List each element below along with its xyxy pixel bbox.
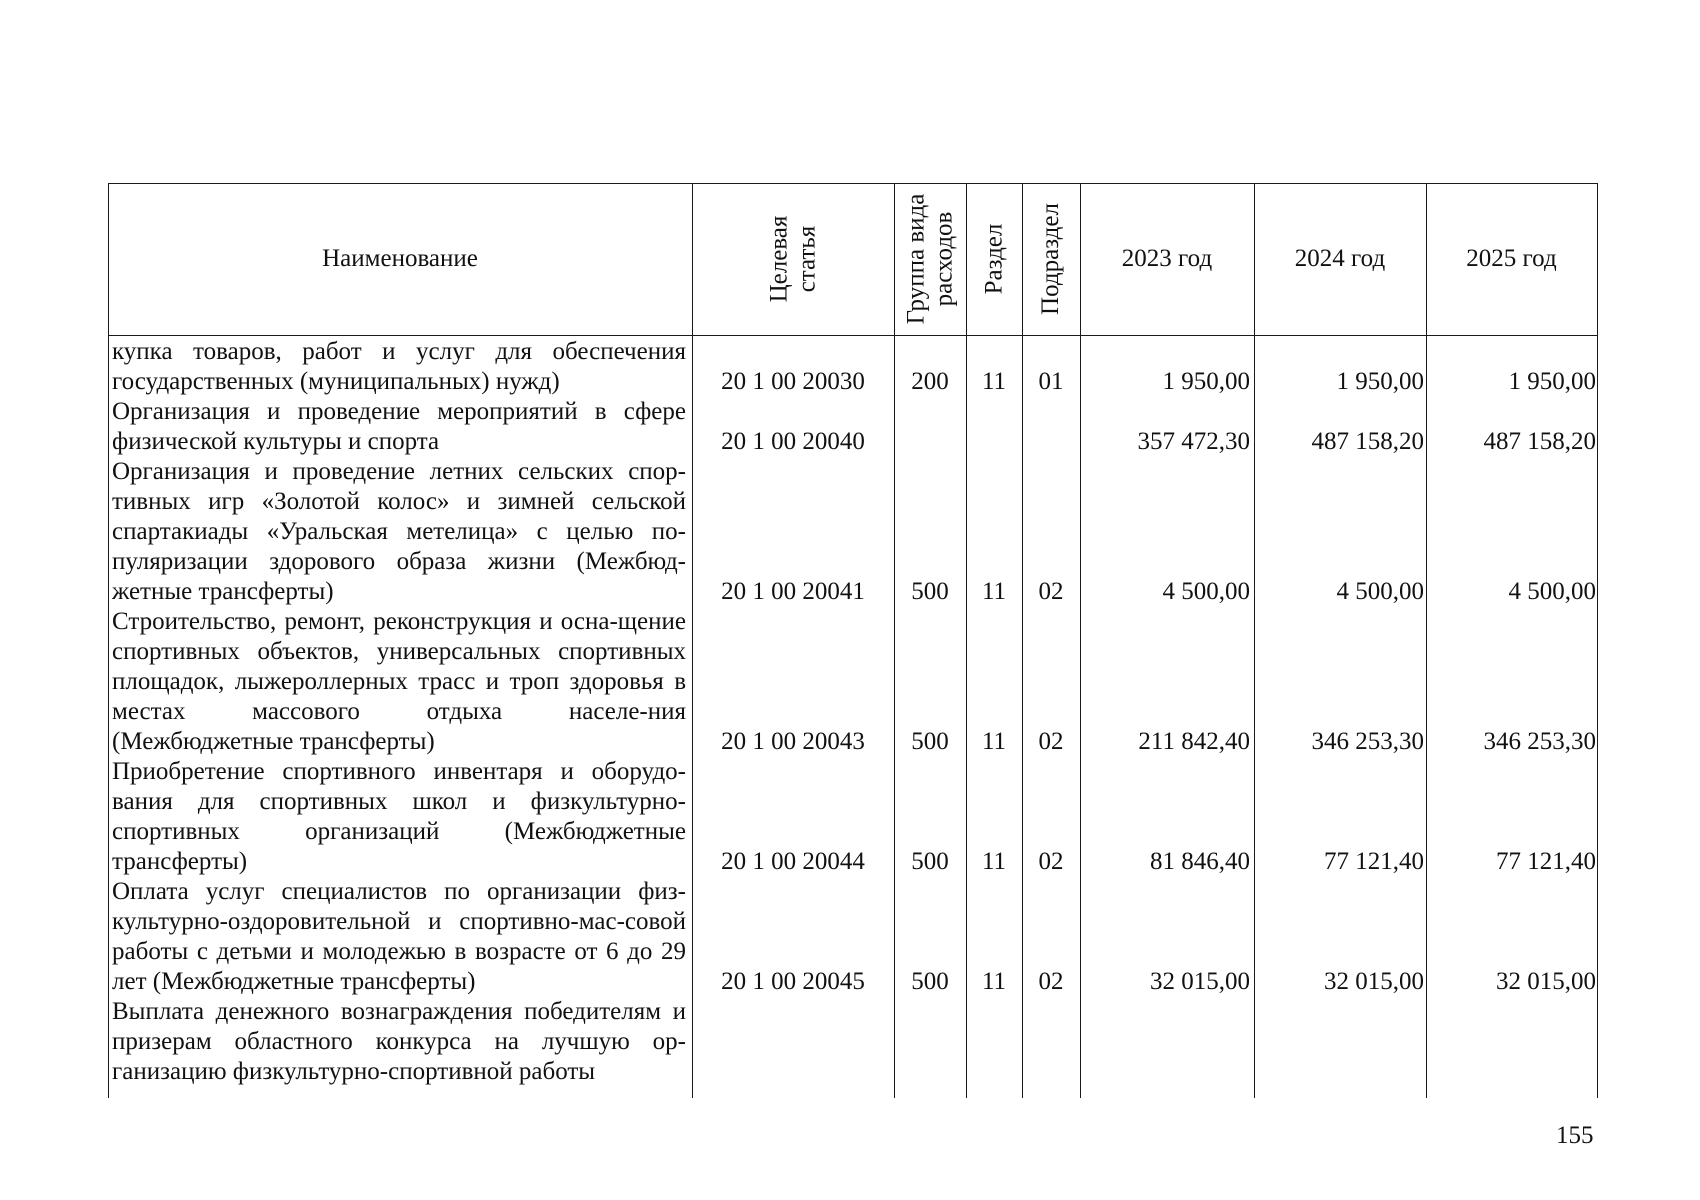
header-2023: 2023 год (1121, 245, 1213, 272)
table-row (108, 607, 1598, 757)
row-code: 20 1 00 20040 (721, 428, 865, 455)
header-target-article (692, 183, 894, 335)
row-group: 500 (911, 968, 949, 995)
row-2023: 32 015,00 (1150, 968, 1250, 995)
row-2025: 77 121,40 (1496, 848, 1596, 875)
header-section (966, 183, 1022, 335)
row-name: Организация и проведение летних сельских спор-тивных игр «Золотой колос» и зимней сельской спартакиады «Уральская метелица» с целью по-пуляризации здорового образа жизни (Межбюд-жетные трансферты) (112, 458, 686, 605)
row-code: 20 1 00 20045 (721, 968, 865, 995)
row-2023: 211 842,40 (1138, 728, 1250, 755)
row-2025: 32 015,00 (1496, 968, 1596, 995)
row-code: 20 1 00 20043 (721, 728, 865, 755)
row-2023: 81 846,40 (1150, 848, 1250, 875)
row-2024: 1 950,00 (1336, 368, 1424, 395)
row-name: Оплата услуг специалистов по организации физ-культурно-оздоровительной и спортивно-мас-совой работы с детьми и молодежью в возрасте от 6 до 29 лет (Межбюджетные трансферты) (112, 878, 686, 995)
header-target-line1: Целевая (764, 215, 792, 303)
row-2025: 1 950,00 (1508, 368, 1596, 395)
row-group: 500 (911, 728, 949, 755)
header-2024: 2024 год (1294, 245, 1386, 272)
row-2023: 1 950,00 (1162, 368, 1250, 395)
row-name: Организация и проведение мероприятий в сфере физической культуры и спорта (112, 398, 686, 455)
row-2024: 32 015,00 (1324, 968, 1424, 995)
header-2025: 2025 год (1466, 245, 1557, 272)
row-2024: 487 158,20 (1311, 428, 1424, 455)
table-row (108, 397, 1598, 457)
row-code: 20 1 00 20030 (721, 368, 865, 395)
row-section: 11 (981, 968, 1007, 995)
row-subsection: 01 (1038, 368, 1064, 395)
row-section: 11 (981, 848, 1007, 875)
row-name: Строительство, ремонт, реконструкция и осна-щение спортивных объектов, универсальных спортивных площадок, лыжероллерных трасс и троп здоровья в местах массового отдыха населе-ния (Межбюджетные трансферты) (112, 608, 686, 755)
row-2024: 4 500,00 (1336, 578, 1424, 605)
row-section: 11 (981, 368, 1007, 395)
row-group: 500 (911, 578, 949, 605)
row-2025: 4 500,00 (1508, 578, 1596, 605)
row-subsection: 02 (1038, 728, 1064, 755)
row-2025: 346 253,30 (1483, 728, 1596, 755)
header-target-line2: статья (792, 225, 820, 293)
row-subsection: 02 (1038, 848, 1064, 875)
row-section: 11 (981, 728, 1007, 755)
table-row (108, 457, 1598, 607)
header-name: Наименование (322, 245, 478, 272)
row-name: Приобретение спортивного инвентаря и оборудо-вания для спортивных школ и физкультурно-спортивных организаций (Межбюджетные трансферты) (112, 758, 686, 875)
row-2023: 357 472,30 (1137, 428, 1250, 455)
row-2023: 4 500,00 (1162, 578, 1250, 605)
row-name: Выплата денежного вознаграждения победителям и призерам областного конкурса на лучшую ор-ганизацию физкультурно-спортивной работы (112, 998, 686, 1085)
header-group-line1: Группа вида (902, 193, 929, 325)
page-number: 155 (1556, 1122, 1594, 1149)
row-group: 200 (911, 368, 949, 395)
row-section: 11 (981, 578, 1007, 605)
row-subsection: 02 (1038, 968, 1064, 995)
row-2024: 346 253,30 (1311, 728, 1424, 755)
header-group-line2: расходов (930, 211, 957, 307)
budget-table (108, 183, 1598, 1098)
row-name: купка товаров, работ и услуг для обеспечения государственных (муниципальных) нужд) (112, 338, 686, 395)
table-row (108, 757, 1598, 877)
table-row (108, 337, 1598, 397)
header-expense-group (894, 183, 966, 335)
row-group: 500 (911, 848, 949, 875)
row-code: 20 1 00 20041 (721, 578, 865, 605)
table-row (108, 997, 1598, 1097)
header-section-label: Раздел (980, 223, 1007, 295)
header-subsection-label: Подраздел (1037, 203, 1064, 315)
row-code: 20 1 00 20044 (721, 848, 865, 875)
row-subsection: 02 (1038, 578, 1064, 605)
row-2024: 77 121,40 (1324, 848, 1424, 875)
row-2025: 487 158,20 (1483, 428, 1596, 455)
header-subsection (1022, 183, 1080, 335)
table-row (108, 877, 1598, 997)
